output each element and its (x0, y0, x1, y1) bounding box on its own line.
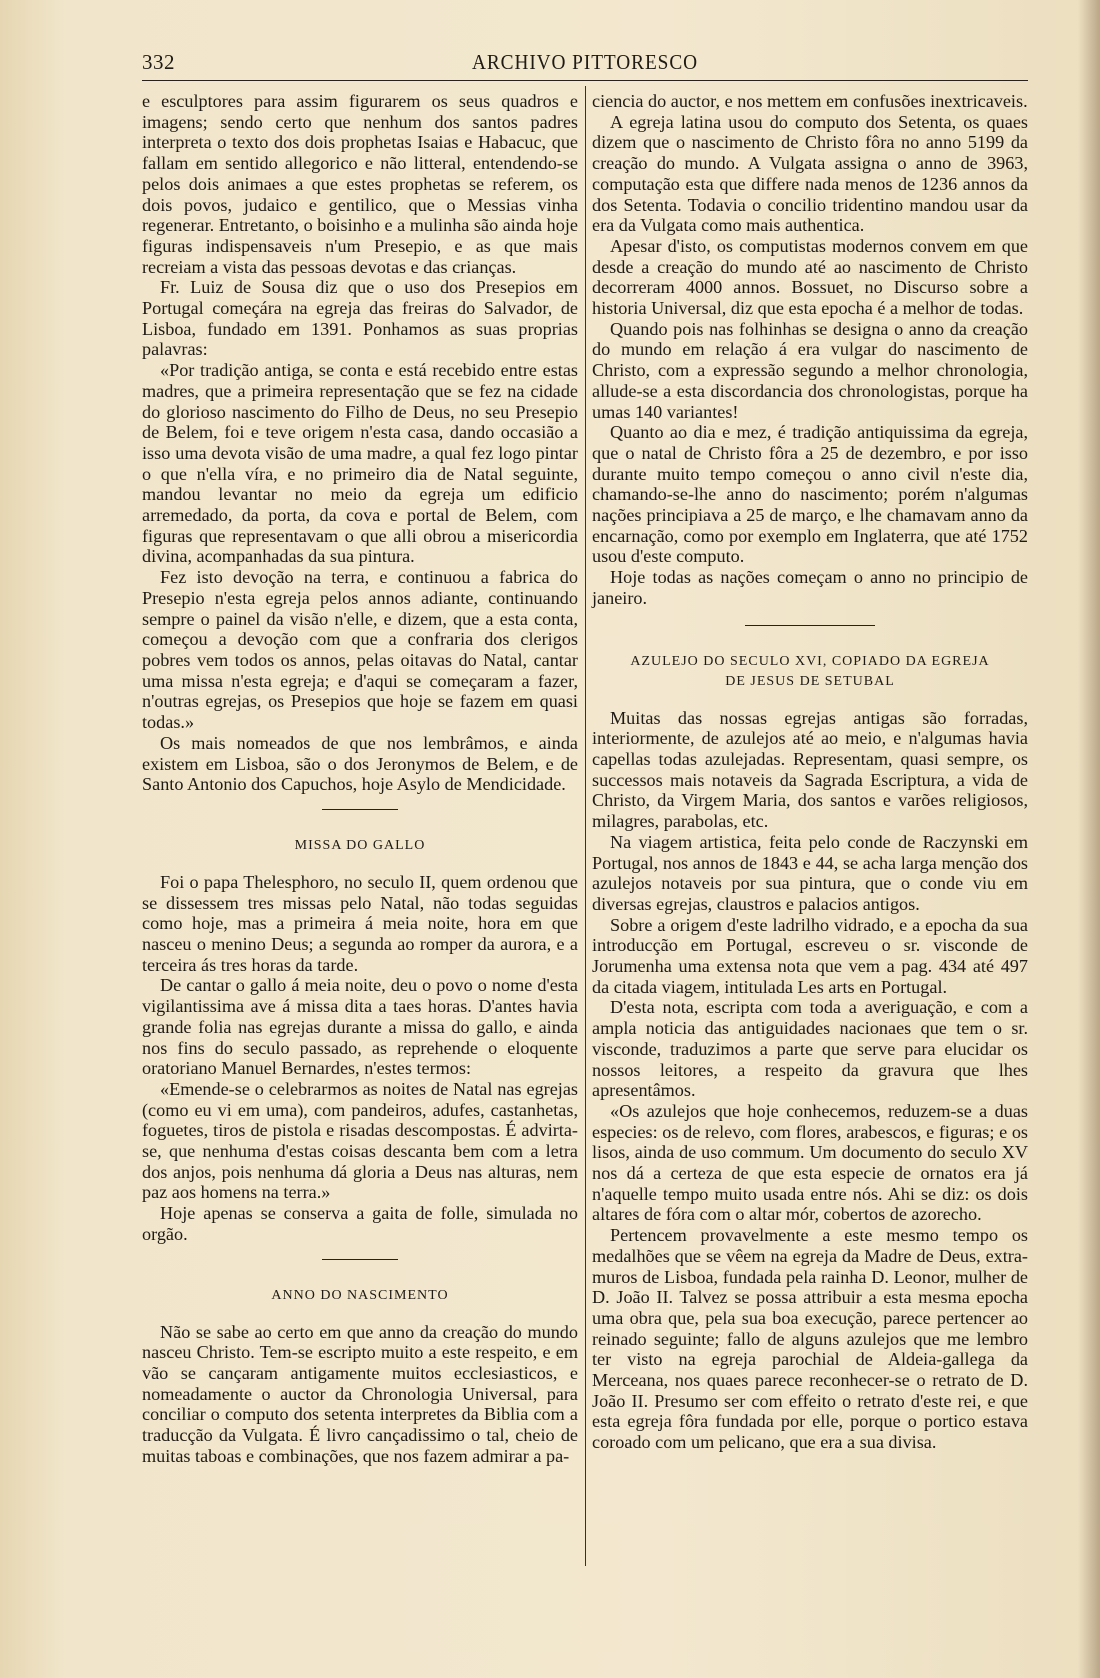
paragraph: Na viagem artistica, feita pelo conde de Raczynski em Portugal, nos annos de 1843 e 44, se acha larga menção dos azulejos notaveis por sua pintura, que o conde viu em diversas egrejas, claustros e palacios antigos. (592, 831, 1028, 914)
paragraph: Fr. Luiz de Sousa diz que o uso dos Presepios em Portugal começára na egreja das freiras do Salvador, de Lisboa, fundado em 1391. Ponhamos as suas proprias palavras: (142, 277, 578, 360)
paragraph: Hoje apenas se conserva a gaita de folle, simulada no orgão. (142, 1203, 578, 1244)
section-heading-azulejo-line1: AZULEJO DO SECULO XVI, COPIADO DA EGREJA (630, 653, 990, 669)
paragraph: Hoje todas as nações começam o anno no principio de janeiro. (592, 567, 1028, 608)
section-heading-missa-do-gallo: MISSA DO GALLO (294, 837, 426, 853)
page-header (142, 50, 1028, 80)
paragraph: Não se sabe ao certo em que anno da creação do mundo nasceu Christo. Tem-se escripto muito a este respeito, e em vão se cançaram antigamente muitos ecclesiasticos, e nomeadamente o auctor da Chronologia Universal, para conciliar o computo dos setenta interpretes da Biblia com a traducção da Vulgata. É livro cançadissimo o tal, cheio de muitas taboas e combinações, que nos fazem admirar a pa- (142, 1321, 578, 1466)
left-column (142, 91, 578, 1466)
paragraph: Os mais nomeados de que nos lembrâmos, e ainda existem em Lisboa, são o dos Jeronymos de Belem, e de Santo Antonio dos Capuchos, hoje Asylo de Mendicidade. (142, 732, 578, 795)
publication-title: ARCHIVO PITTORESCO (471, 50, 699, 74)
quote-paragraph: «Os azulejos que hoje conhecemos, reduzem-se a duas especies: os de relevo, com flores, arabescos, e figuras; e os lisos, ainda de uso commum. Um documento do seculo XV nos dá a certeza de que esta especie de ornatos era já n'aquelle tempo muito usada entre nós. Ahi se diz: os dois altares de fóra com o altar mór, cobertos de azorecho. (592, 1100, 1028, 1225)
section-heading-anno-do-nascimento: ANNO DO NASCIMENTO (271, 1287, 449, 1303)
paragraph: Pertencem provavelmente a este mesmo tempo os medalhões que se vêem na egreja da Madre de Deus, extra-muros de Lisboa, fundada pela rainha D. Leonor, mulher de D. João II. Talvez se possa attribuir a esta mesma epocha uma obra que, pela sua boa execução, parece pertencer ao reinado seguinte; fallo de alguns azulejos que me lembro ter visto na egreja parochial de Aldeia-gallega da Merceana, nos quaes parece reconhecer-se o retrato de D. João II. Presumo ser com effeito o retrato d'este rei, e que esta egreja fôra fundada por elle, porque o portico estava coroado com um pelicano, que era a sua divisa. (592, 1225, 1028, 1453)
page-number: 332 (142, 50, 175, 74)
paragraph: De cantar o gallo á meia noite, deu o povo o nome d'esta vigilantissima ave á missa dita a taes horas. D'antes havia grande folia nas egrejas durante a missa do gallo, e ainda nos fins do seculo passado, as reprehende o eloquente oratoriano Manuel Bernardes, n'estes termos: (142, 975, 578, 1079)
paragraph: Apesar d'isto, os computistas modernos convem em que desde a creação do mundo até ao nascimento de Christo decorreram 4000 annos. Bossuet, no Discurso sobre a historia Universal, diz que esta epocha é a melhor de todas. (592, 235, 1028, 319)
quote-paragraph: «Emende-se o celebrarmos as noites de Natal nas egrejas (como eu vi em uma), com pandeiros, adufes, castanhetas, foguetes, tiros de pistola e risadas descompostas. É advirta-se, que nenhuma d'estas coisas descanta bem com a letra dos anjos, pois nenhuma dá gloria a Deus nas alturas, nem paz aos homens na terra.» (142, 1078, 578, 1203)
section-heading-azulejo-line2: DE JESUS DE SETUBAL (725, 673, 895, 689)
header-rule (142, 80, 1028, 81)
paragraph: Foi o papa Thelesphoro, no seculo II, quem ordenou que se dissessem tres missas pelo Natal, não todas seguidas como hoje, mas a primeira á meia noite, hora em que nasceu o menino Deus; a segunda ao romper da aurora, e a terceira ás tres horas da tarde. (142, 871, 578, 975)
quote-paragraph: Fez isto devoção na terra, e continuou a fabrica do Presepio n'esta egreja pelos annos adiante, continuando sempre o painel da visão n'elle, e dizem, que a esta conta, começou a devoção com que a confraria dos clerigos pobres vem todos os annos, pelas oitavas do Natal, cantar uma missa n'esta egreja; e d'aqui se começaram a fazer, n'outras egrejas, os Presepios que hoje se fazem em quasi todas.» (142, 567, 578, 733)
paragraph: e esculptores para assim figurarem os seus quadros e imagens; sendo certo que nenhum dos santos padres interpreta o texto dos dois prophetas Isaias e Habacuc, que fallam em sentido allegorico e não litteral, entendendo-se pelos dois animaes a que estes prophetas se referem, os dois povos, judaico e gentilico, que o Messias vinha regenerar. Entretanto, o boisinho e a mulinha são ainda hoje figuras indispensaveis n'um Presepio, e as que mais recreiam a vista das pessoas devotas e das crianças. (142, 91, 578, 277)
column-divider (585, 86, 586, 1566)
paragraph: D'esta nota, escripta com toda a averiguação, e com a ampla noticia das antiguidades nacionaes que tem o sr. visconde, traduzimos a parte que serve para elucidar os nossos leitores, a respeito da gravura que lhes apresentâmos. (592, 997, 1028, 1101)
paragraph: Quanto ao dia e mez, é tradição antiquissima da egreja, que o natal de Christo fôra a 25 de dezembro, e por isso durante muito tempo começou o anno civil n'este dia, chamando-se-lhe anno do nascimento; porém n'algumas nações principiava a 25 de março, e lhe chamavam anno da encarnação, como por exemplo em Inglaterra, que até 1752 usou d'este computo. (592, 422, 1028, 567)
paragraph: Muitas das nossas egrejas antigas são forradas, interiormente, de azulejos até ao meio, e n'algumas havia capellas todas azulejadas. Representam, quasi sempre, os successos mais notaveis da Sagrada Escriptura, a vida de Christo, da Virgem Maria, dos santos e varões religiosos, milagres, parabolas, etc. (592, 707, 1028, 832)
quote-paragraph: «Por tradição antiga, se conta e está recebido entre estas madres, que a primeira representação que se fez na cidade do glorioso nascimento do Filho de Deus, no seu Presepio de Belem, foi e teve origem n'esta casa, dando occasião a isso uma devota visão de uma madre, a qual fez logo pintar o que n'ella víra, e no primeiro dia de Natal seguinte, mandou levantar no meio da egreja um edificio arremedado, da porta, da cova e portal de Belem, com figuras que representavam o que alli obrou a misericordia divina, acompanhadas da sua pintura. (142, 360, 578, 567)
paragraph: A egreja latina usou do computo dos Setenta, os quaes dizem que o nascimento de Christo fôra no anno 5199 da creação do mundo. A Vulgata assigna o anno de 3963, computação esta que differe nada menos de 1236 annos da dos Setenta. Todavia o concilio tridentino mandou usar da era da Vulgata como mais authentica. (592, 111, 1028, 236)
paragraph: Sobre a origem d'este ladrilho vidrado, e a epocha da sua introducção em Portugal, escreveu o sr. visconde de Jorumenha uma extensa nota que vem a pag. 434 até 497 da citada viagem, intitulada Les arts en Portugal. (592, 914, 1028, 997)
right-column (592, 91, 1028, 1453)
paragraph: Quando pois nas folhinhas se designa o anno da creação do mundo em relação á era vulgar do nascimento de Christo, com a expressão segundo a melhor chronologia, allude-se a esta discordancia dos chronologistas, porque ha umas 140 variantes! (592, 318, 1028, 422)
paragraph: ciencia do auctor, e nos mettem em confusões inextricaveis. (592, 91, 1028, 111)
